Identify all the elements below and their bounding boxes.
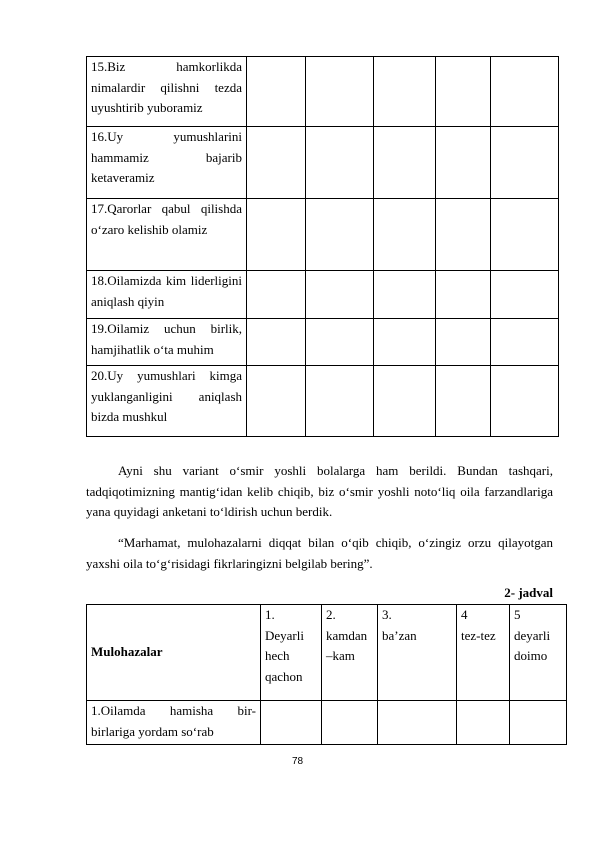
column-number: 1. (265, 607, 275, 622)
table-header-row (87, 605, 567, 701)
table-row (87, 366, 559, 437)
answer-cell (374, 127, 436, 199)
survey-table-1 (86, 56, 559, 437)
answer-cell (247, 199, 306, 271)
answer-cell (436, 57, 491, 127)
column-header (378, 605, 457, 701)
answer-cell (374, 271, 436, 319)
answer-cell (436, 366, 491, 437)
answer-cell (306, 271, 374, 319)
body-paragraph: “Marhamat, mulohazalarni diqqat bilan o‘qib chiqib, o‘zingiz orzu qilayotgan yaxshi oila to‘g‘risidagi fikrlaringizni belgilab bering”. (86, 535, 553, 571)
table-row (87, 199, 559, 271)
statement-cell: 20.Uy yumushlari kimga yuklanganligini aniqlash bizda mushkul (87, 366, 247, 437)
column-header (261, 605, 322, 701)
table-row (87, 701, 567, 745)
answer-cell (306, 199, 374, 271)
statements-header: Mulohazalar (87, 605, 261, 701)
answer-cell (436, 199, 491, 271)
answer-cell (322, 701, 378, 745)
column-number: 4 (461, 607, 468, 622)
answer-cell (374, 366, 436, 437)
answer-cell (436, 319, 491, 366)
statement-cell: 16.Uy yumushlarini hammamiz bajarib ketaveramiz (87, 127, 247, 199)
statement-cell: 17.Qarorlar qabul qilishda o‘zaro kelishib olamiz (87, 199, 247, 271)
answer-cell (457, 701, 510, 745)
page-number: 78 (291, 756, 304, 767)
answer-cell (491, 127, 559, 199)
answer-cell (378, 701, 457, 745)
answer-cell (247, 271, 306, 319)
answer-cell (491, 319, 559, 366)
column-header (457, 605, 510, 701)
answer-cell (374, 319, 436, 366)
table-row (87, 271, 559, 319)
column-label: tez-tez (461, 627, 496, 643)
statement-cell: 18.Oilamizda kim liderligini aniqlash qiyin (87, 271, 247, 319)
answer-cell (491, 57, 559, 127)
answer-cell (491, 271, 559, 319)
answer-cell (247, 319, 306, 366)
answer-cell (306, 57, 374, 127)
column-header (322, 605, 378, 701)
survey-table-2 (86, 604, 567, 745)
answer-cell (436, 271, 491, 319)
column-label: ba’zan (382, 627, 417, 643)
answer-cell (374, 199, 436, 271)
column-label: kamdan –kam (326, 627, 368, 663)
statement-cell: 1.Oilamda hamisha bir-birlariga yordam so‘rab (87, 701, 261, 745)
answer-cell (306, 366, 374, 437)
table-row (87, 319, 559, 366)
statement-cell: 15.Biz hamkorlikda nimalardir qilishni tezda uyushtirib yuboramiz (87, 57, 247, 127)
column-number: 3. (382, 607, 392, 622)
column-label: Deyarli hech qachon (265, 627, 304, 684)
column-label: deyarli doimo (514, 627, 551, 663)
answer-cell (491, 366, 559, 437)
answer-cell (247, 127, 306, 199)
table-caption: 2- jadval (504, 585, 553, 600)
answer-cell (374, 57, 436, 127)
answer-cell (306, 319, 374, 366)
column-number: 5 (514, 607, 521, 622)
answer-cell (261, 701, 322, 745)
answer-cell (436, 127, 491, 199)
answer-cell (247, 366, 306, 437)
table-row (87, 57, 559, 127)
answer-cell (247, 57, 306, 127)
column-number: 2. (326, 607, 336, 622)
answer-cell (491, 199, 559, 271)
answer-cell (306, 127, 374, 199)
answer-cell (510, 701, 567, 745)
statement-cell: 19.Oilamiz uchun birlik, hamjihatlik o‘ta muhim (87, 319, 247, 366)
table-row (87, 127, 559, 199)
column-header (510, 605, 567, 701)
body-paragraph: Ayni shu variant o‘smir yoshli bolalarga ham berildi. Bundan tashqari, tadqiqotimizning mantig‘idan kelib chiqib, biz o‘smir yoshli noto‘liq oila farzandlariga yana quyidagi anketani to‘ldirish uchun berdik. (86, 463, 553, 519)
